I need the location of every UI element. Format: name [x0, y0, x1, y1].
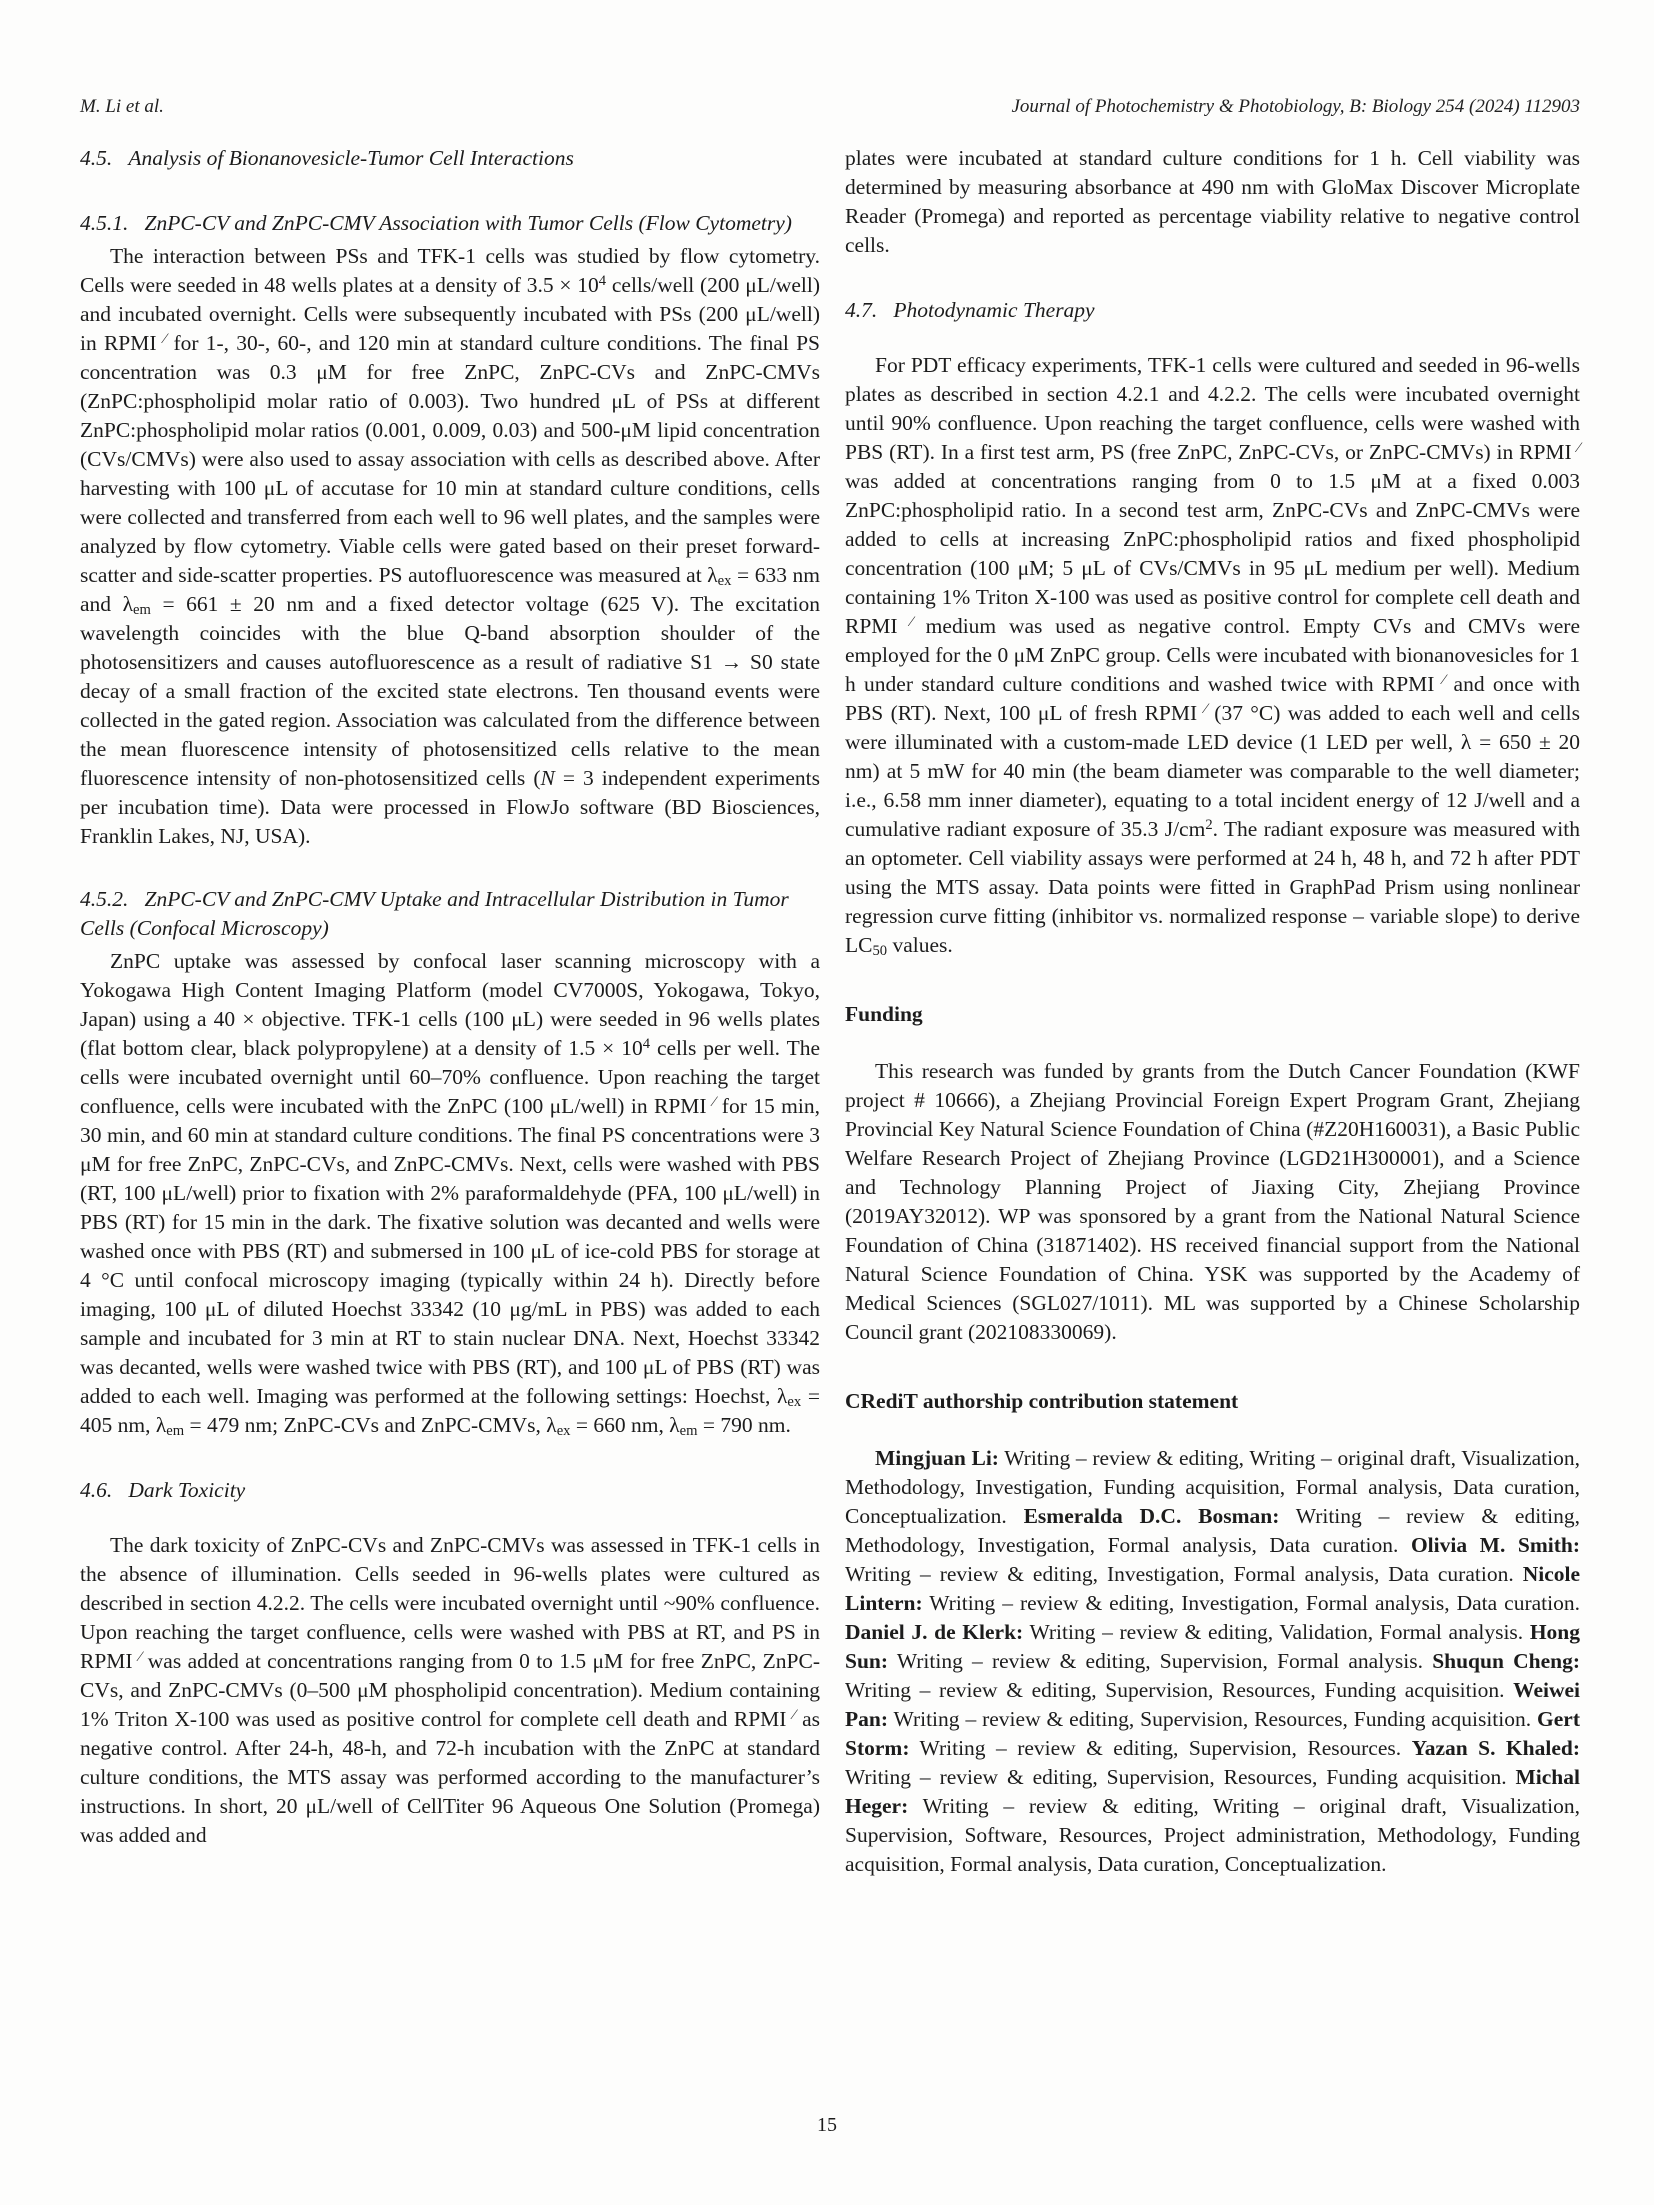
right-column	[845, 144, 1580, 1879]
paragraph-dark-toxicity: The dark toxicity of ZnPC-CVs and ZnPC-CMVs was assessed in TFK-1 cells in the absence of illumination. Cells seeded in 96-wells plates were cultured as described in section 4.2.2. The cells were incubated overnight until ~90% confluence. Upon reaching the target confluence, cells were washed with PBS at RT, and PS in RPMI ⁄ was added at concentrations ranging from 0 to 1.5 μM for free ZnPC, ZnPC-CVs, and ZnPC-CMVs (0–500 μM phospholipid concentration). Medium containing 1% Triton X-100 was used as positive control for complete cell death and RPMI ⁄ as negative control. After 24-h, 48-h, and 72-h incubation with the ZnPC at standard culture conditions, the MTS assay was performed according to the manufacturer’s instructions. In short, 20 μL/well of CellTiter 96 Aqueous One Solution (Promega) was added and	[80, 1533, 820, 1847]
section-heading-4-5	[80, 144, 820, 173]
running-header	[0, 0, 1654, 118]
paragraph-credit-statement: Mingjuan Li: Writing – review & editing, Writing – original draft, Visualization, Methodology, Investigation, Funding acquisition, Formal analysis, Data curation, Conceptualization. Esmeralda D.C. Bosman: Writing – review & editing, Methodology, Investigation, Formal analysis, Data curation. Olivia M. Smith: Writing – review & editing, Investigation, Formal analysis, Data curation. Nicole Lintern: Writing – review & editing, Investigation, Formal analysis, Data curation. Daniel J. de Klerk: Writing – review & editing, Validation, Formal analysis. Hong Sun: Writing – review & editing, Supervision, Formal analysis. Shuqun Cheng: Writing – review & editing, Supervision, Resources, Funding acquisition. Weiwei Pan: Writing – review & editing, Supervision, Resources, Funding acquisition. Gert Storm: Writing – review & editing, Supervision, Resources. Yazan S. Khaled: Writing – review & editing, Supervision, Resources, Funding acquisition. Michal Heger: Writing – review & editing, Writing – original draft, Visualization, Supervision, Software, Resources, Project administration, Methodology, Funding acquisition, Formal analysis, Data curation, Conceptualization.	[845, 1446, 1581, 1876]
section-number: 4.5.	[80, 146, 113, 170]
subsection-heading-4-5-2	[80, 885, 820, 943]
section-heading-4-6	[80, 1476, 820, 1505]
subsection-heading-4-5-1	[80, 209, 820, 238]
section-heading-4-7	[845, 296, 1580, 325]
paragraph-dark-toxicity-continued: plates were incubated at standard culture conditions for 1 h. Cell viability was determined by measuring absorbance at 490 nm with GloMax Discover Microplate Reader (Promega) and reported as percentage viability relative to negative control cells.	[845, 146, 1580, 257]
two-column-body	[0, 144, 1654, 1879]
running-header-authors: M. Li et al.	[80, 96, 164, 117]
section-title: ZnPC-CV and ZnPC-CMV Uptake and Intracellular Distribution in Tumor Cells (Confocal Microscopy)	[80, 887, 789, 940]
section-heading-credit: CRediT authorship contribution statement	[845, 1389, 1239, 1413]
left-column	[80, 144, 820, 1879]
paragraph-funding: This research was funded by grants from the Dutch Cancer Foundation (KWF project # 10666), a Zhejiang Provincial Foreign Expert Program Grant, Zhejiang Provincial Key Natural Science Foundation of China (#Z20H160031), a Basic Public Welfare Research Project of Zhejiang Province (LGD21H300001), and a Science and Technology Planning Project of Jiaxing City, Zhejiang Province (2019AY32012). WP was sponsored by a grant from the National Natural Science Foundation of China (31871402). HS received financial support from the National Natural Science Foundation of China. YSK was supported by the Academy of Medical Sciences (SGL027/1011). ML was supported by a Chinese Scholarship Council grant (202108330069).	[845, 1059, 1580, 1344]
section-heading-funding: Funding	[845, 1002, 923, 1026]
paragraph-flow-cytometry: The interaction between PSs and TFK-1 cells was studied by flow cytometry. Cells were seeded in 48 wells plates at a density of $3.5 \times 10^4$ cells/well (200 μL/well) and incubated overnight. Cells were subsequently incubated with PSs (200 μL/well) in RPMI ⁄ for 1-, 30-, 60-, and 120 min at standard culture conditions. The final PS concentration was 0.3 μM for free ZnPC, ZnPC-CVs and ZnPC-CMVs (ZnPC:phospholipid molar ratio of 0.003). Two hundred μL of PSs at different ZnPC:phospholipid molar ratios (0.001, 0.009, 0.03) and 500-μM lipid concentration (CVs/CMVs) were also used to assay association with cells as described above. After harvesting with 100 μL of accutase for 10 min at standard culture conditions, cells were collected and transferred from each well to 96 well plates, and the samples were analyzed by flow cytometry. Viable cells were gated based on their preset forward-scatter and side-scatter properties. PS autofluorescence was measured at $\lambda_{ex} = 633$ nm and $\lambda_{em} = 661 \pm 20$ nm and a fixed detector voltage (625 V). The excitation wavelength coincides with the blue Q-band absorption shoulder of the photosensitizers and causes autofluorescence as a result of radiative S1 → S0 state decay of a small fraction of the excited state electrons. Ten thousand events were collected in the gated region. Association was calculated from the difference between the mean fluorescence intensity of photosensitized cells relative to the mean fluorescence intensity of non-photosensitized cells (N = 3 independent experiments per incubation time). Data were processed in FlowJo software (BD Biosciences, Franklin Lakes, NJ, USA).	[80, 244, 821, 848]
section-title: Dark Toxicity	[128, 1478, 246, 1502]
paragraph-confocal-microscopy: ZnPC uptake was assessed by confocal laser scanning microscopy with a Yokogawa High Content Imaging Platform (model CV7000S, Yokogawa, Tokyo, Japan) using a 40 × objective. TFK-1 cells (100 μL) were seeded in 96 wells plates (flat bottom clear, black polypropylene) at a density of $1.5 \times 10^4$ cells per well. The cells were incubated overnight until 60–70% confluence. Upon reaching the target confluence, cells were incubated with the ZnPC (100 μL/well) in RPMI ⁄ for 15 min, 30 min, and 60 min at standard culture conditions. The final PS concentrations were 3 μM for free ZnPC, ZnPC-CVs, and ZnPC-CMVs. Next, cells were washed with PBS (RT, 100 μL/well) prior to fixation with 2% paraformaldehyde (PFA, 100 μL/well) in PBS (RT) for 15 min in the dark. The fixative solution was decanted and wells were washed once with PBS (RT) and submersed in 100 μL of ice-cold PBS for storage at 4 °C until confocal microscopy imaging (typically within 24 h). Directly before imaging, 100 μL of diluted Hoechst 33342 (10 μg/mL in PBS) was added to each sample and incubated for 3 min at RT to stain nuclear DNA. Next, Hoechst 33342 was decanted, wells were washed twice with PBS (RT), and 100 μL of PBS (RT) was added to each well. Imaging was performed at the following settings: Hoechst, $\lambda_{ex} = 405$ nm, $\lambda_{em} = 479$ nm; ZnPC-CVs and ZnPC-CMVs, $\lambda_{ex} = 660$ nm, $\lambda_{em} = 790$ nm.	[80, 949, 821, 1439]
section-number: 4.6.	[80, 1478, 113, 1502]
section-title: Analysis of Bionanovesicle-Tumor Cell Interactions	[128, 146, 574, 170]
running-header-journal: Journal of Photochemistry & Photobiology, B: Biology 254 (2024) 112903	[1011, 96, 1580, 117]
section-title: ZnPC-CV and ZnPC-CMV Association with Tumor Cells (Flow Cytometry)	[144, 211, 792, 235]
paragraph-photodynamic-therapy: For PDT efficacy experiments, TFK-1 cells were cultured and seeded in 96-wells plates as described in section 4.2.1 and 4.2.2. The cells were incubated overnight until 90% confluence. Upon reaching the target confluence, cells were washed with PBS (RT). In a first test arm, PS (free ZnPC, ZnPC-CVs, or ZnPC-CMVs) in RPMI ⁄ was added at concentrations ranging from 0 to 1.5 μM at a fixed 0.003 ZnPC:phospholipid ratio. In a second test arm, ZnPC-CVs and ZnPC-CMVs were added to cells at increasing ZnPC:phospholipid ratios and fixed phospholipid concentration (100 μM; 5 μL of CVs/CMVs in 95 μL medium per well). Medium containing 1% Triton X-100 was used as positive control for complete cell death and RPMI ⁄ medium was used as negative control. Empty CVs and CMVs were employed for the 0 μM ZnPC group. Cells were incubated with bionanovesicles for 1 h under standard culture conditions and washed twice with RPMI ⁄ and once with PBS (RT). Next, 100 μL of fresh RPMI ⁄ (37 °C) was added to each well and cells were illuminated with a custom-made LED device (1 LED per well, λ = 650 ± 20 nm) at 5 mW for 40 min (the beam diameter was comparable to the well diameter; i.e., 6.58 mm inner diameter), equating to a total incident energy of 12 J/well and a cumulative radiant exposure of 35.3 $J/cm^2$. The radiant exposure was measured with an optometer. Cell viability assays were performed at 24 h, 48 h, and 72 h after PDT using the MTS assay. Data points were fitted in GraphPad Prism using nonlinear regression curve fitting (inhibitor vs. normalized response – variable slope) to derive $LC_{50}$ values.	[845, 353, 1581, 959]
page-number: 15	[817, 2114, 837, 2136]
section-title: Photodynamic Therapy	[893, 298, 1095, 322]
section-number: 4.7.	[845, 298, 878, 322]
section-number: 4.5.1.	[80, 211, 129, 235]
section-number: 4.5.2.	[80, 887, 129, 911]
